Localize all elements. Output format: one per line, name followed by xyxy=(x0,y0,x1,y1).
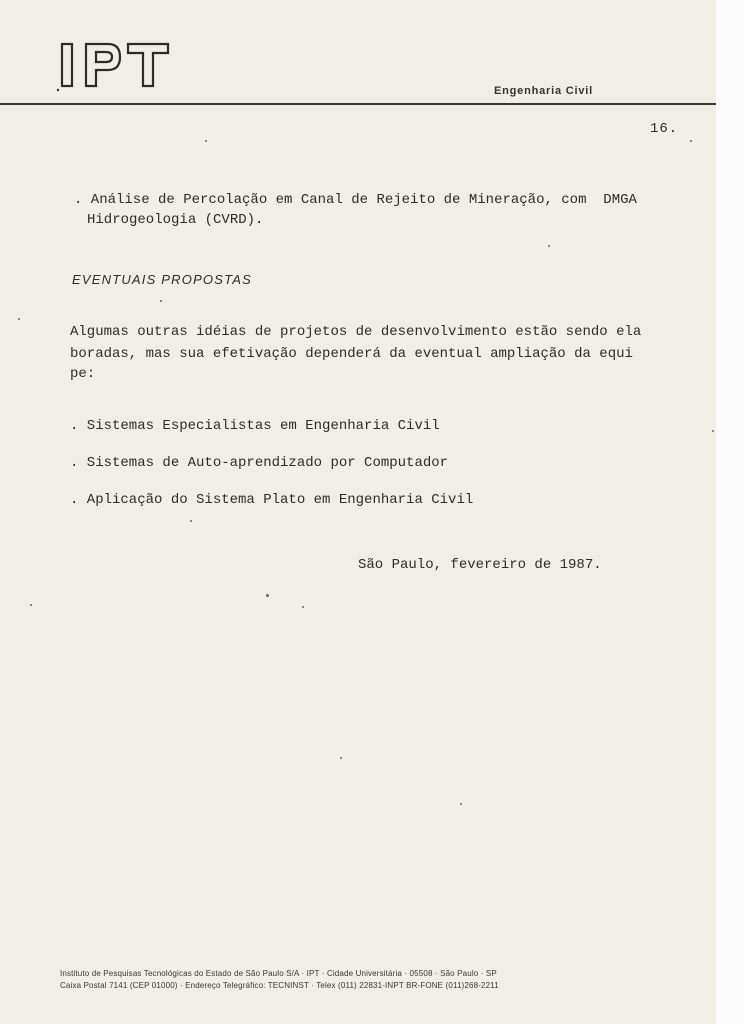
paragraph-line-2: boradas, mas sua efetivação dependerá da eventual ampliação da equi xyxy=(70,346,633,362)
page-number: 16. xyxy=(650,121,679,137)
footer-line-1: Instituto de Pesquisas Tecnológicas do Estado de São Paulo S/A · IPT · Cidade Universitária · 05508 · São Paulo · SP xyxy=(60,969,497,978)
scan-margin xyxy=(716,0,744,1024)
paragraph-line-3: pe: xyxy=(70,366,96,382)
paragraph-line-1: Algumas outras idéias de projetos de desenvolvimento estão sendo ela xyxy=(70,324,642,340)
date-line: São Paulo, fevereiro de 1987. xyxy=(358,557,602,573)
item-line-1: . Análise de Percolação em Canal de Rejeito de Mineração, com DMGA xyxy=(74,192,637,208)
bullet-item: . Sistemas Especialistas em Engenharia Civil xyxy=(70,418,440,434)
ipt-logo xyxy=(54,36,174,96)
footer-line-2: Caixa Postal 7141 (CEP 01000) · Endereço Telegráfico: TECNINST · Telex (011) 22831-INPT BR-FONE (011)268-2211 xyxy=(60,981,499,990)
department-label: Engenharia Civil xyxy=(494,85,593,97)
item-line-2: Hidrogeologia (CVRD). xyxy=(87,212,264,228)
bullet-item: . Aplicação do Sistema Plato em Engenharia Civil xyxy=(70,492,474,508)
section-heading: EVENTUAIS PROPOSTAS xyxy=(72,272,253,287)
header-divider xyxy=(0,103,716,105)
bullet-item: . Sistemas de Auto-aprendizado por Computador xyxy=(70,455,449,471)
